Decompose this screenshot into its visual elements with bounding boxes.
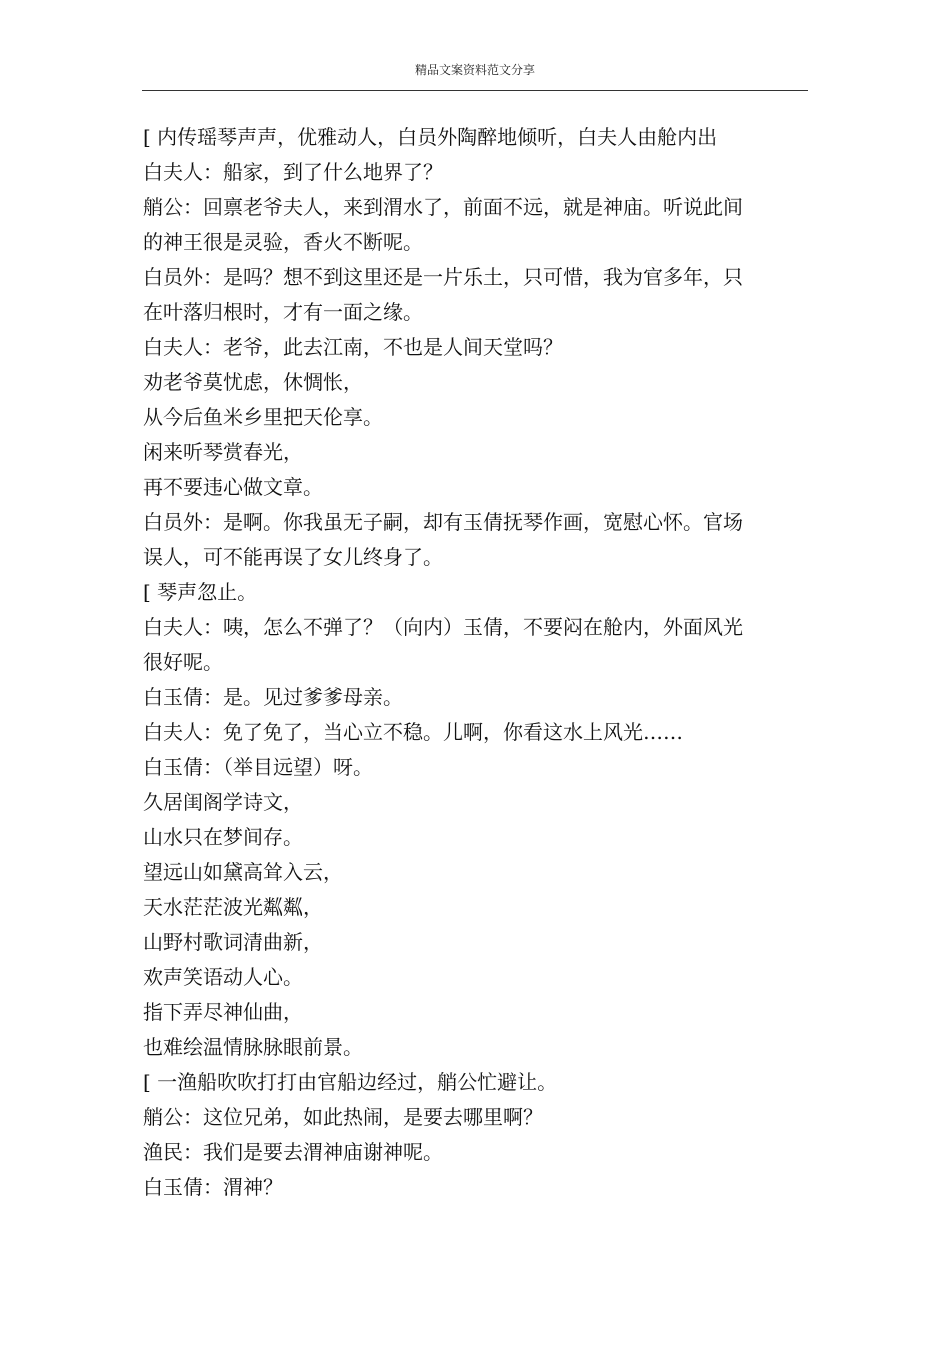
text-line: [ 内传瑶琴声声，优雅动人，白员外陶醉地倾听，白夫人由舱内出 <box>143 125 718 149</box>
text-line: 从今后鱼米乡里把天伦享。 <box>143 405 383 429</box>
text-line: 欢声笑语动人心。 <box>143 965 303 989</box>
text-line: 的神王很是灵验，香火不断呢。 <box>143 230 423 254</box>
text-line: 白夫人：免了免了，当心立不稳。儿啊，你看这水上风光…… <box>143 720 683 744</box>
text-line: 天水茫茫波光粼粼， <box>143 895 323 919</box>
text-line: 白夫人：咦，怎么不弹了？（向内）玉倩，不要闷在舱内，外面风光 <box>143 615 743 639</box>
text-line: 白玉倩：是。见过爹爹母亲。 <box>143 685 403 709</box>
text-line: 久居闺阁学诗文， <box>143 790 303 814</box>
text-line: 白夫人：船家，到了什么地界了？ <box>143 160 443 184</box>
text-line: 在叶落归根时，才有一面之缘。 <box>143 300 423 324</box>
text-line: 艄公：这位兄弟，如此热闹，是要去哪里啊？ <box>143 1105 543 1129</box>
text-line: 很好呢。 <box>143 650 223 674</box>
text-line: 误人，可不能再误了女儿终身了。 <box>143 545 443 569</box>
script-body <box>143 120 783 1205</box>
text-line: 白员外：是吗？想不到这里还是一片乐土，只可惜，我为官多年，只 <box>143 265 743 289</box>
text-line: 渔民：我们是要去渭神庙谢神呢。 <box>143 1140 443 1164</box>
text-line: 白玉倩：渭神？ <box>143 1175 283 1199</box>
text-line: 再不要违心做文章。 <box>143 475 323 499</box>
text-line: 山野村歌词清曲新， <box>143 930 323 954</box>
text-line: 艄公：回禀老爷夫人，来到渭水了，前面不远，就是神庙。听说此间 <box>143 195 743 219</box>
header-divider <box>142 90 808 91</box>
text-line: 山水只在梦间存。 <box>143 825 303 849</box>
text-line: 劝老爷莫忧虑，休惆怅， <box>143 370 363 394</box>
text-line: 望远山如黛高耸入云， <box>143 860 343 884</box>
text-line: [ 琴声忽止。 <box>143 580 258 604</box>
page-header: 精品文案资料范文分享 <box>414 63 535 77</box>
text-line: 白夫人：老爷，此去江南，不也是人间天堂吗？ <box>143 335 563 359</box>
text-line: [ 一渔船吹吹打打由官船边经过，艄公忙避让。 <box>143 1070 558 1094</box>
text-line: 白玉倩：（举目远望）呀。 <box>143 755 373 779</box>
text-line: 闲来听琴赏春光， <box>143 440 303 464</box>
text-line: 白员外：是啊。你我虽无子嗣，却有玉倩抚琴作画，宽慰心怀。官场 <box>143 510 743 534</box>
text-line: 也难绘温情脉脉眼前景。 <box>143 1035 363 1059</box>
text-line: 指下弄尽神仙曲， <box>143 1000 303 1024</box>
